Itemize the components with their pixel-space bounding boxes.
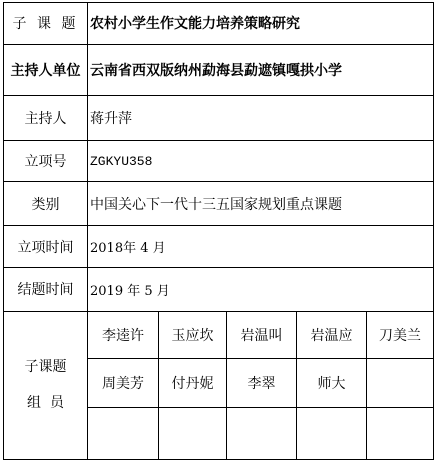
- host-label: 主持人: [4, 95, 88, 140]
- host-unit-label: 主持人单位: [4, 44, 88, 95]
- host-unit-row: [4, 44, 434, 95]
- member-cell: [159, 407, 227, 459]
- subtopic-row: [4, 3, 434, 45]
- member-cell: 玉应坎: [159, 311, 227, 358]
- host-row: [4, 95, 434, 140]
- member-cell: [297, 407, 367, 459]
- member-cell: 付丹妮: [159, 358, 227, 407]
- project-number-label: 立项号: [4, 140, 88, 182]
- members-row-1: [4, 311, 434, 358]
- member-cell: 周美芳: [88, 358, 159, 407]
- member-cell: 李翠: [227, 358, 297, 407]
- approval-date-label: 立项时间: [4, 226, 88, 268]
- member-cell: 李逵许: [88, 311, 159, 358]
- subtopic-value: 农村小学生作文能力培养策略研究: [88, 3, 434, 45]
- category-label: 类别: [4, 182, 88, 226]
- host-unit-value: 云南省西双版纳州勐海县勐遮镇嘎拱小学: [88, 44, 434, 95]
- member-cell: 岩温叫: [227, 311, 297, 358]
- project-info-table: [3, 2, 434, 460]
- project-number-row: [4, 140, 434, 182]
- conclusion-date-row: [4, 268, 434, 312]
- members-label: [4, 311, 88, 459]
- member-cell: [88, 407, 159, 459]
- category-value: 中国关心下一代十三五国家规划重点课题: [88, 182, 434, 226]
- project-number-value: ZGKYU358: [88, 140, 434, 182]
- approval-date-row: [4, 226, 434, 268]
- conclusion-date-value: 2019 年 5 月: [88, 268, 434, 312]
- members-label-line1: 子课题: [24, 359, 67, 376]
- member-cell: 岩温应: [297, 311, 367, 358]
- host-value: 蒋升萍: [88, 95, 434, 140]
- member-cell: [367, 407, 434, 459]
- member-cell: 刀美兰: [367, 311, 434, 358]
- approval-date-value: 2018年 4 月: [88, 226, 434, 268]
- member-cell: [367, 358, 434, 407]
- member-cell: [227, 407, 297, 459]
- members-label-line2: 组 员: [27, 395, 64, 412]
- conclusion-date-label: 结题时间: [4, 268, 88, 312]
- member-cell: 师大: [297, 358, 367, 407]
- category-row: [4, 182, 434, 226]
- subtopic-label: 子 课 题: [4, 3, 88, 45]
